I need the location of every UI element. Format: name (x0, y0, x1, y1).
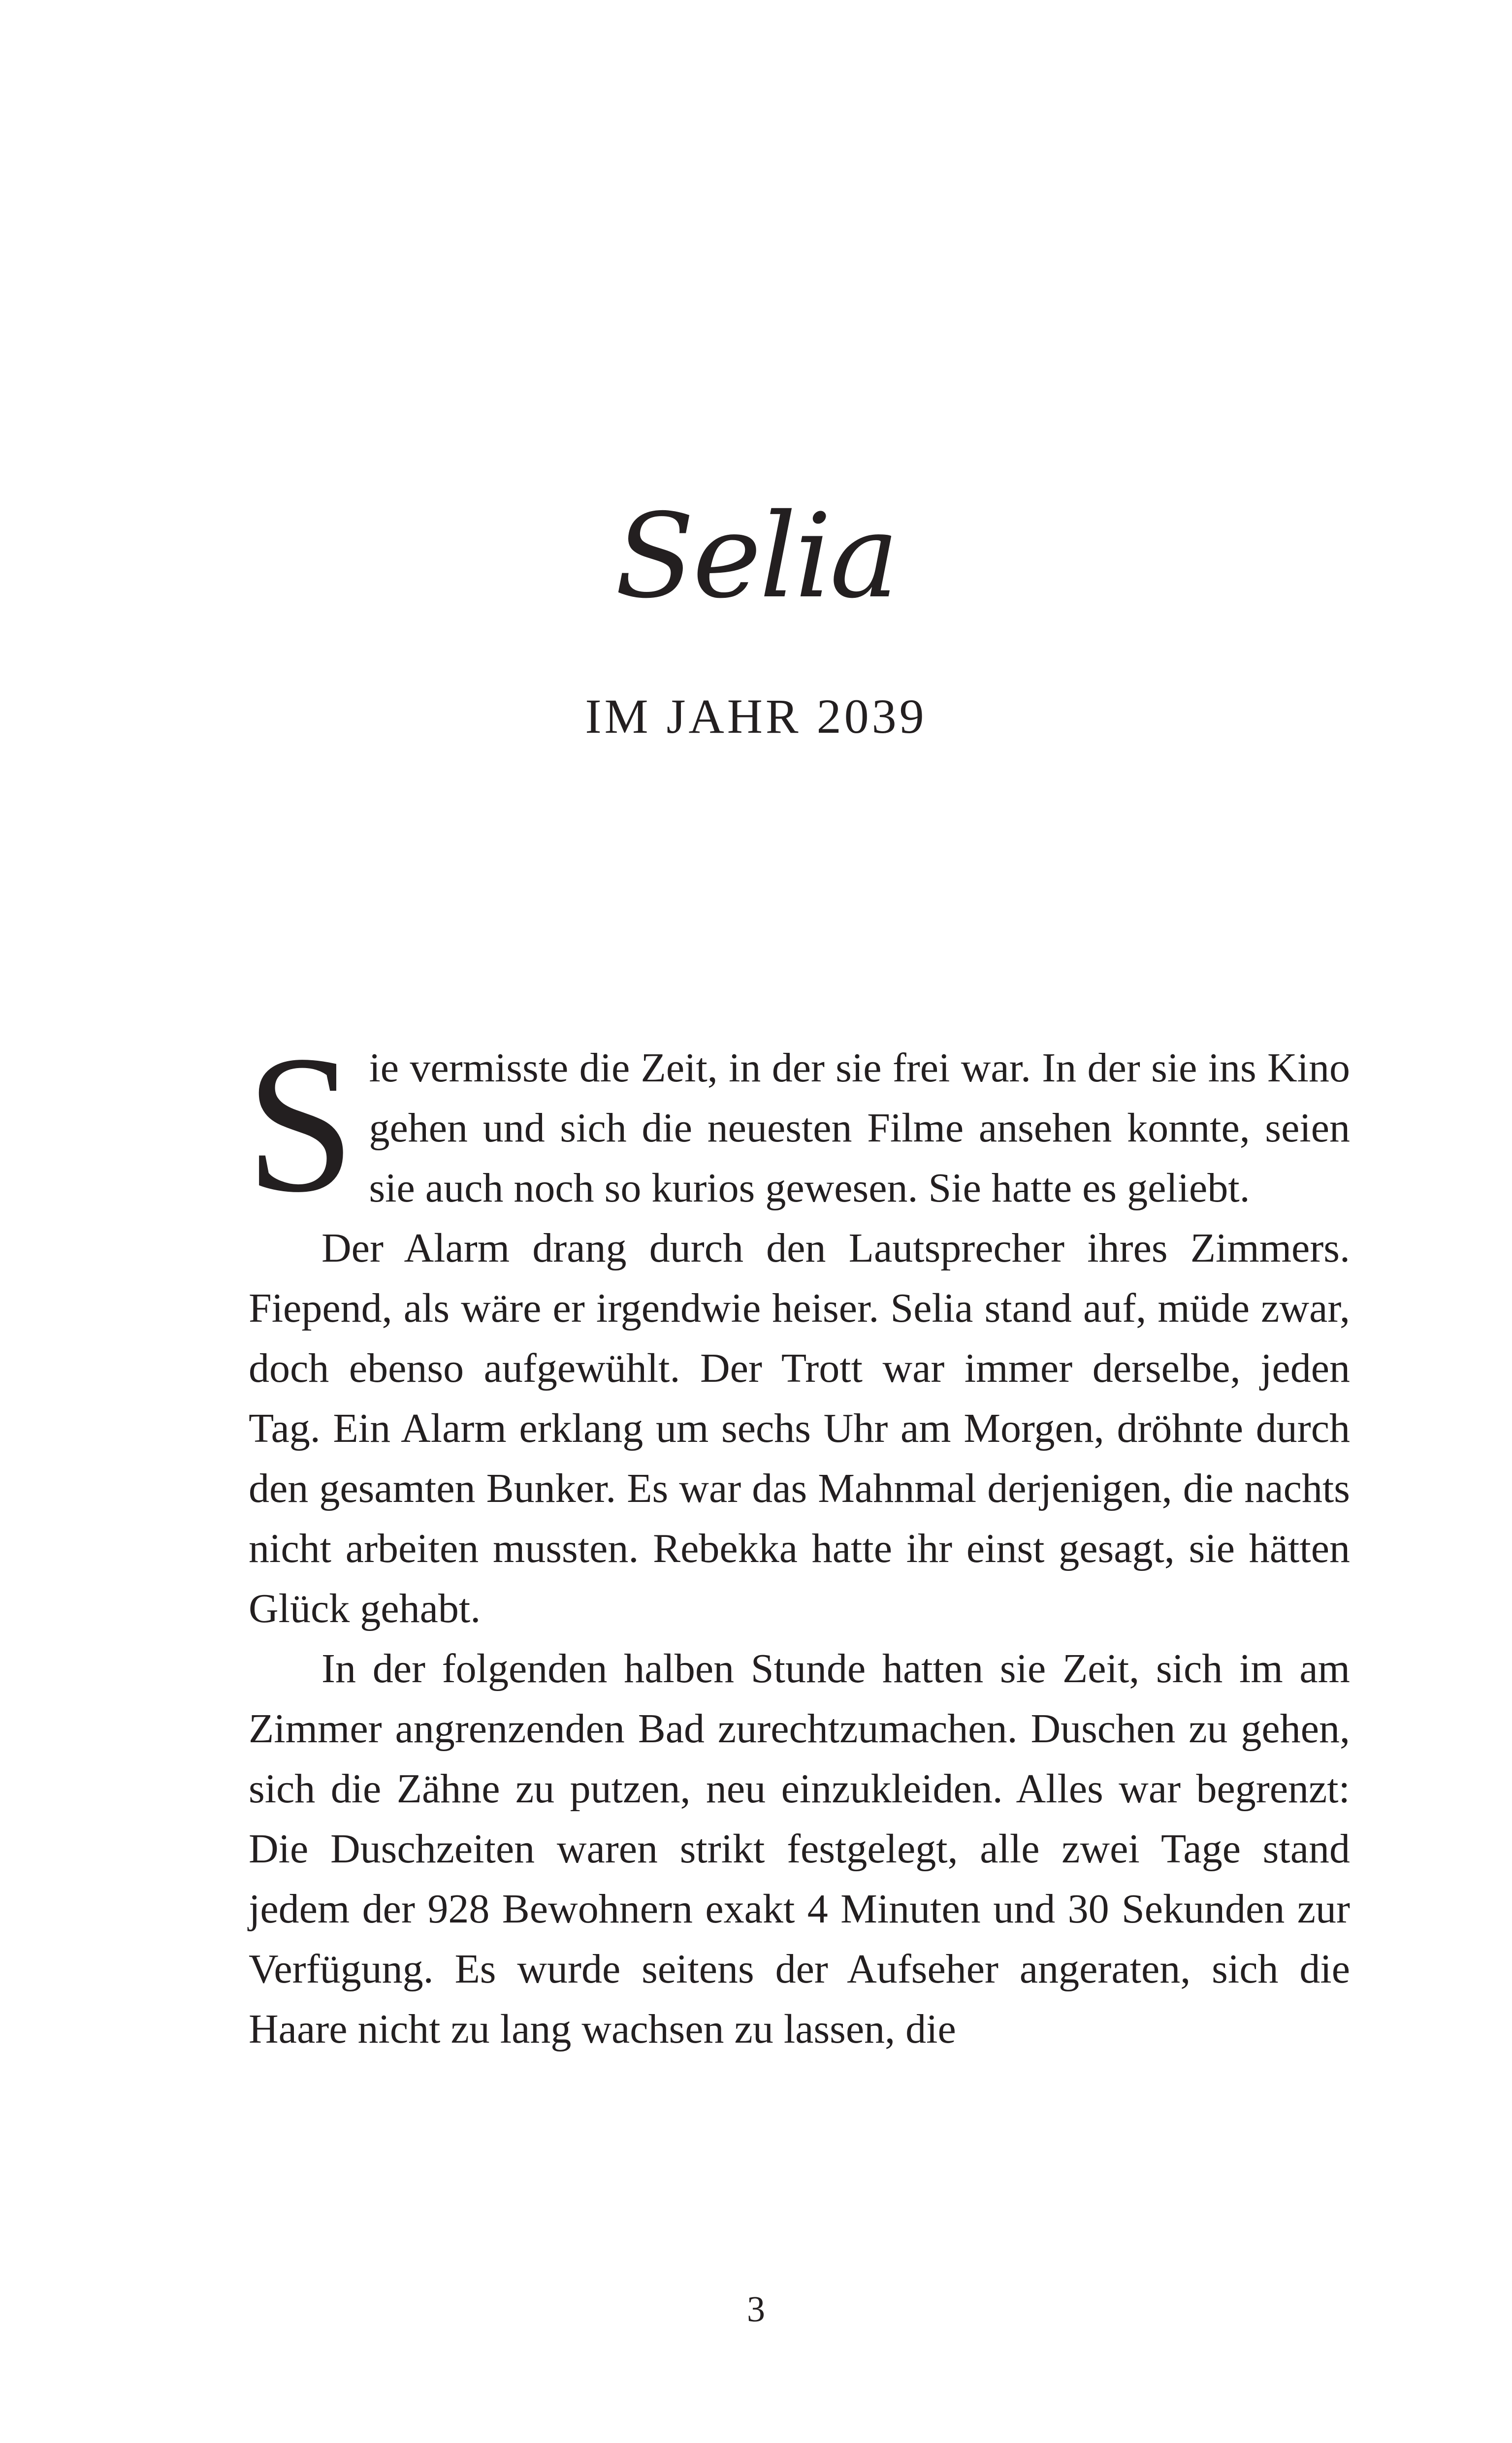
chapter-title: Selia (615, 489, 897, 624)
paragraph-1 (246, 1015, 1350, 1233)
page-number: 3 (747, 2289, 765, 2330)
paragraph-1-text: ie vermisste die Zeit, in der sie frei war. In der sie ins Kino gehen und sich die neuesten Filme ansehen konnte, seien sie auch noch so kurios gewesen. Sie hatte es geliebt. (369, 1045, 1350, 1211)
dropcap-letter: S (246, 1015, 355, 1233)
paragraph-3: In der folgenden halben Stunde hatten sie Zeit, sich im am Zimmer angrenzenden Bad zurechtzumachen. Duschen zu gehen, sich die Zähne zu putzen, neu einzukleiden. Alles war begrenzt: Die Duschzeiten waren strikt festgelegt, alle zwei Tage stand jedem der 928 Bewohnern exakt 4 Minuten und 30 Sekunden zur Verfügung. Es wurde seitens der Aufseher angeraten, sich die Haare nicht zu lang wachsen zu lassen, die (249, 1646, 1350, 2052)
chapter-subtitle: IM JAHR 2039 (585, 689, 927, 744)
paragraph-2: Der Alarm drang durch den Lautsprecher ihres Zimmers. Fiepend, als wäre er irgendwie heiser. Selia stand auf, müde zwar, doch ebenso aufgewühlt. Der Trott war immer derselbe, jeden Tag. Ein Alarm erklang um sechs Uhr am Morgen, dröhnte durch den gesamten Bunker. Es war das Mahnmal derjenigen, die nachts nicht arbeiten mussten. Rebekka hatte ihr einst gesagt, sie hätten Glück gehabt. (249, 1225, 1350, 1631)
chapter-body (246, 1015, 1350, 2059)
